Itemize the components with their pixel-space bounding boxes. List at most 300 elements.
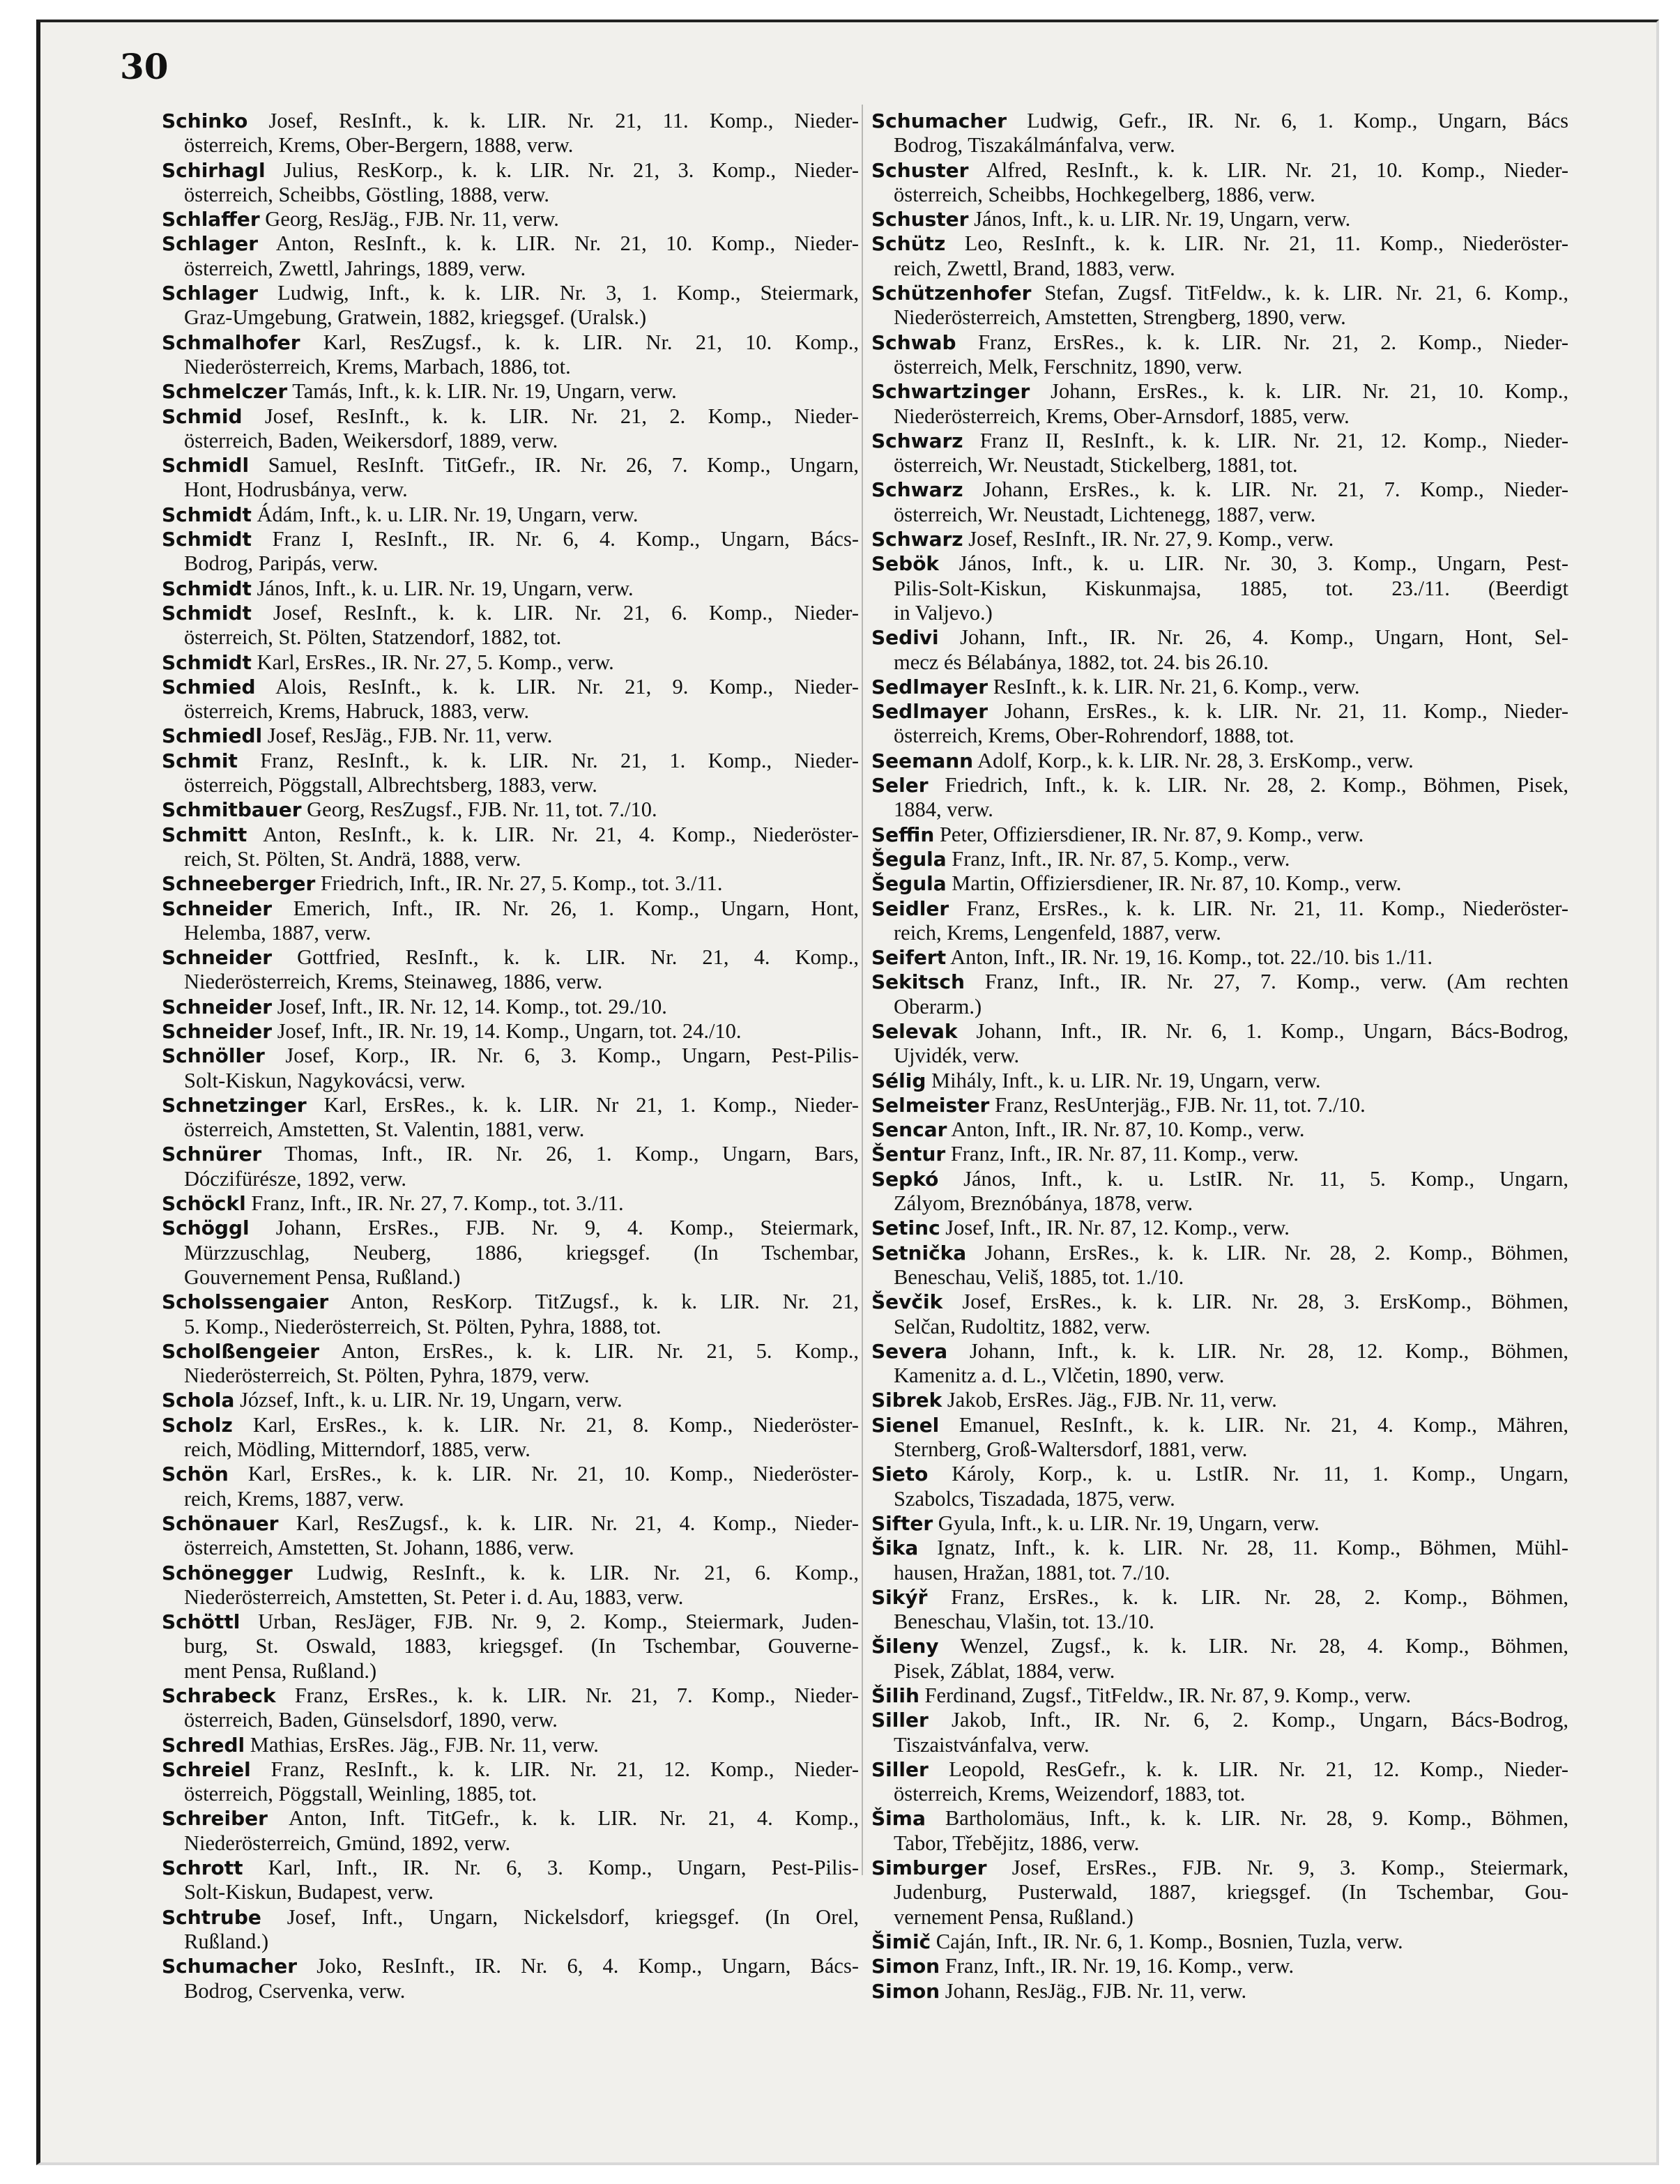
entry-line xyxy=(871,503,1568,527)
entry-text: österreich, Pöggstall, Weinling, 1885, tot. xyxy=(184,1782,537,1806)
entry-text: Samuel, ResInft. TitGefr., IR. Nr. 26, 7. Komp., Ungarn, xyxy=(268,453,859,478)
entry-surname: Sedlmayer xyxy=(871,700,988,724)
casualty-entry xyxy=(871,871,1568,896)
casualty-entry xyxy=(871,1216,1568,1240)
entry-line xyxy=(871,1339,1568,1364)
casualty-entry xyxy=(871,699,1568,749)
entry-text: österreich, Krems, Ober-Bergern, 1888, verw. xyxy=(184,133,574,158)
entry-surname: Schumacher xyxy=(871,109,1007,132)
casualty-entry xyxy=(871,1290,1568,1339)
entry-surname: Schwarz xyxy=(871,429,963,452)
entry-surname: Sebök xyxy=(871,552,940,576)
casualty-entry xyxy=(162,797,859,822)
entry-surname: Seler xyxy=(871,774,929,797)
entry-surname: Siller xyxy=(871,1709,929,1732)
entry-text: Szabolcs, Tiszadada, 1875, verw. xyxy=(894,1486,1175,1511)
casualty-entry xyxy=(162,823,859,872)
entry-text: Franz, ResUnterjäg., FJB. Nr. 11, tot. 7./10. xyxy=(995,1092,1366,1117)
entry-line xyxy=(871,1585,1568,1610)
casualty-entry xyxy=(162,675,859,724)
entry-text: Georg, ResZugsf., FJB. Nr. 11, tot. 7./10. xyxy=(307,797,657,822)
entry-surname: Schmalhofer xyxy=(162,330,300,354)
entry-line xyxy=(162,1388,859,1412)
entry-line xyxy=(162,995,859,1019)
entry-text: Franz, ErsRes., k. k. LIR. Nr. 21, 7. Komp., Nieder- xyxy=(294,1683,859,1707)
entry-line xyxy=(871,1659,1568,1683)
entry-line xyxy=(871,1093,1568,1117)
casualty-entry xyxy=(871,1930,1568,1954)
entry-surname: Schlager xyxy=(162,232,259,256)
entry-surname: Simon xyxy=(871,1955,940,1978)
entry-line xyxy=(162,675,859,699)
casualty-entry xyxy=(162,896,859,946)
entry-text: Franz I, ResInft., IR. Nr. 6, 4. Komp., Ungarn, Bács- xyxy=(272,527,859,551)
entry-line xyxy=(871,823,1568,847)
entry-surname: Schlaffer xyxy=(162,208,260,231)
entry-text: Bartholomäus, Inft., k. k. LIR. Nr. 28, 9. Komp., Böhmen, xyxy=(945,1806,1568,1831)
entry-text: Adolf, Korp., k. k. LIR. Nr. 28, 3. ErsKomp., verw. xyxy=(977,748,1414,772)
entry-line xyxy=(162,1610,859,1634)
entry-line xyxy=(871,1364,1568,1388)
entry-text: Ujvidék, verw. xyxy=(894,1044,1020,1068)
entry-line xyxy=(871,601,1568,625)
casualty-entry xyxy=(871,527,1568,551)
casualty-entry xyxy=(162,945,859,995)
entry-line xyxy=(871,1511,1568,1536)
entry-text: Leo, ResInft., k. k. LIR. Nr. 21, 11. Komp., Niederöster- xyxy=(964,231,1568,256)
entry-text: Johann, ResJäg., FJB. Nr. 11, verw. xyxy=(945,1978,1247,2003)
casualty-entry xyxy=(871,773,1568,823)
entry-line xyxy=(162,478,859,502)
entry-surname: Šegula xyxy=(871,847,947,871)
casualty-entry xyxy=(871,675,1568,699)
entry-surname: Schwarz xyxy=(871,478,963,502)
entry-text: János, Inft., k. u. LstIR. Nr. 11, 5. Komp., Ungarn, xyxy=(963,1166,1568,1191)
entry-line xyxy=(871,1757,1568,1782)
entry-surname: Schreiber xyxy=(162,1807,268,1831)
casualty-entry xyxy=(162,1216,859,1290)
entry-surname: Schöggl xyxy=(162,1216,250,1240)
entry-text: Niederösterreich, Amstetten, St. Peter i. d. Au, 1883, verw. xyxy=(184,1584,684,1609)
entry-surname: Schneider xyxy=(162,946,273,970)
casualty-entry xyxy=(162,453,859,503)
casualty-entry xyxy=(162,724,859,748)
entry-surname: Schmidl xyxy=(162,454,250,478)
entry-text: Josef, ResInft., k. k. LIR. Nr. 21, 2. Komp., Nieder- xyxy=(264,404,859,428)
entry-text: Ádám, Inft., k. u. LIR. Nr. 19, Ungarn, verw. xyxy=(257,502,639,526)
entry-line xyxy=(162,1069,859,1093)
entry-surname: Schöckl xyxy=(162,1192,246,1216)
casualty-entry xyxy=(871,109,1568,158)
entry-text: vernement Pensa, Rußland.) xyxy=(894,1904,1133,1929)
entry-text: Johann, ErsRes., k. k. LIR. Nr. 28, 2. Komp., Böhmen, xyxy=(984,1240,1568,1265)
casualty-entry xyxy=(871,158,1568,208)
entry-text: österreich, Baden, Günselsdorf, 1890, verw. xyxy=(184,1708,558,1732)
casualty-entry xyxy=(162,749,859,798)
entry-text: Franz, Inft., IR. Nr. 19, 16. Komp., verw. xyxy=(945,1954,1295,1978)
entry-line xyxy=(162,1806,859,1831)
entry-line xyxy=(871,1044,1568,1068)
entry-surname: Selevak xyxy=(871,1019,958,1043)
entry-line xyxy=(162,551,859,576)
entry-surname: Schmid xyxy=(162,404,243,428)
casualty-entry xyxy=(871,1954,1568,1978)
entry-surname: Schirhagl xyxy=(162,158,266,182)
entry-text: Johann, ErsRes., k. k. LIR. Nr. 21, 11. Komp., Nieder- xyxy=(1004,699,1568,724)
entry-surname: Schnöller xyxy=(162,1044,265,1068)
entry-text: Solt-Kiskun, Nagykovácsi, verw. xyxy=(184,1068,466,1092)
entry-text: Friedrich, Inft., IR. Nr. 27, 5. Komp., tot. 3./11. xyxy=(320,871,723,896)
entry-surname: Schneeberger xyxy=(162,872,316,896)
entry-surname: Sencar xyxy=(871,1118,947,1142)
entry-line xyxy=(162,823,859,847)
casualty-entry xyxy=(162,1191,859,1216)
entry-text: Ludwig, ResInft., k. k. LIR. Nr. 21, 6. Komp., xyxy=(316,1560,859,1584)
entry-line xyxy=(871,551,1568,576)
entry-text: österreich, Zwettl, Jahrings, 1889, verw. xyxy=(184,256,526,280)
entry-line xyxy=(162,601,859,625)
casualty-entry xyxy=(162,1093,859,1143)
entry-line xyxy=(162,970,859,994)
entry-line xyxy=(162,257,859,281)
entry-surname: Schtrube xyxy=(162,1905,261,1929)
entry-surname: Schmidt xyxy=(162,601,252,625)
entry-line xyxy=(162,1241,859,1265)
entry-line xyxy=(871,970,1568,994)
entry-text: Gottfried, ResInft., k. k. LIR. Nr. 21, 4. Komp., xyxy=(297,945,859,970)
casualty-entry xyxy=(871,1462,1568,1511)
entry-text: in Valjevo.) xyxy=(894,600,993,625)
entry-line xyxy=(162,1511,859,1536)
casualty-entry xyxy=(162,1462,859,1511)
entry-text: Mürzzuschlag, Neuberg, 1886, kriegsgef. (In Tschembar, xyxy=(184,1240,859,1265)
entry-line xyxy=(871,1708,1568,1732)
entry-line xyxy=(162,158,859,183)
entry-text: Gyula, Inft., k. u. LIR. Nr. 19, Ungarn, verw. xyxy=(938,1511,1320,1535)
entry-line xyxy=(162,1019,859,1044)
entry-line xyxy=(871,1069,1568,1093)
entry-line xyxy=(162,1315,859,1339)
entry-surname: Schmidt xyxy=(162,650,252,674)
entry-text: Anton, ResInft., k. k. LIR. Nr. 21, 10. Komp., Nieder- xyxy=(275,231,859,256)
entry-text: Bodrog, Paripás, verw. xyxy=(184,551,379,576)
entry-line xyxy=(871,429,1568,453)
entry-text: János, Inft., k. u. LIR. Nr. 19, Ungarn, verw. xyxy=(257,576,634,600)
entry-text: Rußland.) xyxy=(184,1929,269,1953)
entry-line xyxy=(162,330,859,355)
entry-surname: Sienel xyxy=(871,1413,940,1437)
casualty-entry xyxy=(162,1388,859,1412)
casualty-entry xyxy=(871,330,1568,380)
entry-line xyxy=(162,1634,859,1658)
entry-text: Emanuel, ResInft., k. k. LIR. Nr. 21, 4. Komp., Mähren, xyxy=(959,1412,1568,1437)
entry-text: österreich, Melk, Ferschnitz, 1890, verw. xyxy=(894,354,1243,379)
entry-surname: Sepkó xyxy=(871,1167,939,1191)
entry-line xyxy=(162,527,859,551)
entry-surname: Schneider xyxy=(162,1019,273,1043)
entry-text: Sternberg, Groß-Waltersdorf, 1881, verw. xyxy=(894,1437,1248,1462)
entry-text: Thomas, Inft., IR. Nr. 26, 1. Komp., Ungarn, Bars, xyxy=(284,1142,859,1166)
entry-line xyxy=(162,797,859,822)
entry-text: Jakob, ErsRes. Jäg., FJB. Nr. 11, verw. xyxy=(947,1388,1277,1412)
entry-text: Kamenitz a. d. L., Vlčetin, 1890, verw. xyxy=(894,1364,1225,1388)
entry-text: österreich, Scheibbs, Göstling, 1888, verw. xyxy=(184,182,550,206)
entry-line xyxy=(162,1585,859,1610)
casualty-entry xyxy=(871,207,1568,231)
entry-line xyxy=(871,749,1568,773)
casualty-entry xyxy=(162,1413,859,1463)
entry-line xyxy=(162,1142,859,1166)
entry-text: burg, St. Oswald, 1883, kriegsgef. (In Tschembar, Gouverne- xyxy=(184,1634,859,1658)
entry-line xyxy=(871,1487,1568,1511)
entry-text: Caján, Inft., IR. Nr. 6, 1. Komp., Bosnien, Tuzla, verw. xyxy=(936,1929,1403,1953)
entry-text: hausen, Hražan, 1881, tot. 7./10. xyxy=(894,1560,1170,1584)
entry-line xyxy=(871,699,1568,724)
entry-text: Anton, Inft., IR. Nr. 87, 10. Komp., verw. xyxy=(951,1117,1305,1142)
entry-line xyxy=(871,1191,1568,1216)
entry-line xyxy=(871,183,1568,207)
casualty-entry xyxy=(162,281,859,330)
casualty-entry xyxy=(162,109,859,158)
casualty-entry xyxy=(871,1806,1568,1856)
entry-line xyxy=(871,1265,1568,1290)
entry-text: Judenburg, Pusterwald, 1887, kriegsgef. (In Tschembar, Gou- xyxy=(894,1880,1568,1904)
entry-line xyxy=(162,379,859,404)
entry-text: Franz, ErsRes., k. k. LIR. Nr. 28, 2. Komp., Böhmen, xyxy=(951,1584,1568,1609)
casualty-entry xyxy=(871,847,1568,871)
entry-line xyxy=(871,207,1568,231)
entry-text: Josef, ResInft., k. k. LIR. Nr. 21, 11. Komp., Nieder- xyxy=(268,109,859,132)
entry-line xyxy=(871,231,1568,256)
entry-text: Anton, ErsRes., k. k. LIR. Nr. 21, 5. Komp., xyxy=(341,1338,859,1363)
entry-line xyxy=(871,1142,1568,1166)
entry-line xyxy=(871,1782,1568,1806)
entry-text: Mihály, Inft., k. u. LIR. Nr. 19, Ungarn, verw. xyxy=(931,1068,1321,1092)
entry-line xyxy=(871,1388,1568,1412)
entry-line xyxy=(162,281,859,305)
casualty-entry xyxy=(162,1290,859,1339)
entry-surname: Šilih xyxy=(871,1684,919,1707)
entry-line xyxy=(162,1364,859,1388)
entry-text: reich, Krems, 1887, verw. xyxy=(184,1486,404,1511)
casualty-entry xyxy=(871,896,1568,946)
entry-line xyxy=(871,1216,1568,1240)
entry-text: Tabor, Třebějitz, 1886, verw. xyxy=(894,1831,1140,1855)
entry-text: Karl, ResZugsf., k. k. LIR. Nr. 21, 10. Komp., xyxy=(323,330,859,354)
entry-line xyxy=(871,1634,1568,1658)
entry-text: Solt-Kiskun, Budapest, verw. xyxy=(184,1880,434,1904)
casualty-entry xyxy=(871,625,1568,675)
entry-line xyxy=(871,847,1568,871)
entry-text: Johann, Inft., k. k. LIR. Nr. 28, 12. Komp., Böhmen, xyxy=(969,1338,1568,1363)
entry-text: Franz, Inft., IR. Nr. 27, 7. Komp., tot. 3./11. xyxy=(251,1191,624,1216)
entry-line xyxy=(162,503,859,527)
entry-line xyxy=(162,847,859,871)
entry-surname: Seemann xyxy=(871,749,974,772)
entry-line xyxy=(162,650,859,675)
entry-line xyxy=(871,527,1568,551)
entry-surname: Šileny xyxy=(871,1635,939,1658)
entry-surname: Šima xyxy=(871,1807,926,1831)
entry-line xyxy=(162,207,859,231)
entry-line xyxy=(871,1290,1568,1314)
casualty-entry xyxy=(871,1093,1568,1117)
casualty-entry xyxy=(162,1806,859,1856)
entry-surname: Schöttl xyxy=(162,1610,240,1634)
entry-text: Pisek, Záblat, 1884, verw. xyxy=(894,1658,1115,1683)
entry-surname: Ševčik xyxy=(871,1290,943,1314)
entry-text: Niederösterreich, Krems, Ober-Arnsdorf, 1885, verw. xyxy=(894,404,1350,428)
entry-text: Wenzel, Zugsf., k. k. LIR. Nr. 28, 4. Komp., Böhmen, xyxy=(960,1634,1568,1658)
entry-text: Alois, ResInft., k. k. LIR. Nr. 21, 9. Komp., Nieder- xyxy=(275,674,859,698)
entry-text: Josef, ErsRes., FJB. Nr. 9, 3. Komp., Steiermark, xyxy=(1011,1856,1568,1880)
entry-line xyxy=(871,1930,1568,1954)
casualty-entry xyxy=(871,551,1568,625)
entry-surname: Schmitt xyxy=(162,823,247,846)
entry-surname: Severa xyxy=(871,1339,948,1363)
entry-text: österreich, St. Pölten, Statzendorf, 1882, tot. xyxy=(184,625,562,650)
entry-line xyxy=(162,404,859,429)
casualty-entry xyxy=(871,1117,1568,1142)
entry-line xyxy=(871,945,1568,970)
casualty-entry xyxy=(871,749,1568,773)
entry-text: Johann, ErsRes., k. k. LIR. Nr. 21, 7. Komp., Nieder- xyxy=(983,478,1568,502)
entry-line xyxy=(162,1265,859,1290)
entry-text: Bodrog, Tiszakálmánfalva, verw. xyxy=(894,133,1175,158)
entry-text: reich, St. Pölten, St. Andrä, 1888, verw. xyxy=(184,846,521,871)
entry-text: österreich, Amstetten, St. Valentin, 1881, verw. xyxy=(184,1117,585,1142)
entry-line xyxy=(871,1413,1568,1437)
casualty-entry xyxy=(871,945,1568,970)
entry-text: Zályom, Breznóbánya, 1878, verw. xyxy=(894,1191,1193,1216)
entry-line xyxy=(162,1930,859,1954)
entry-text: österreich, Wr. Neustadt, Stickelberg, 1881, tot. xyxy=(894,453,1298,478)
entry-line xyxy=(162,305,859,330)
entry-text: Johann, Inft., IR. Nr. 6, 1. Komp., Ungarn, Bács-Bodrog, xyxy=(976,1018,1568,1043)
casualty-entry xyxy=(871,1511,1568,1536)
entry-surname: Schmitbauer xyxy=(162,798,302,822)
entry-line xyxy=(162,871,859,896)
entry-line xyxy=(871,871,1568,896)
entry-line xyxy=(871,379,1568,404)
entry-line xyxy=(871,675,1568,699)
entry-surname: Schützenhofer xyxy=(871,282,1032,305)
entry-surname: Seifert xyxy=(871,946,947,970)
entry-line xyxy=(162,1782,859,1806)
entry-surname: Setinc xyxy=(871,1216,940,1240)
casualty-entry xyxy=(871,1167,1568,1216)
entry-text: József, Inft., k. u. LIR. Nr. 19, Ungarn, verw. xyxy=(240,1388,623,1412)
entry-line xyxy=(162,1536,859,1560)
entry-text: Johann, Inft., IR. Nr. 26, 4. Komp., Ungarn, Hont, Sel- xyxy=(960,625,1568,650)
entry-text: ment Pensa, Rußland.) xyxy=(184,1658,377,1683)
entry-text: Josef, ResInft., k. k. LIR. Nr. 21, 6. Komp., Nieder- xyxy=(273,600,859,625)
entry-text: Mathias, ErsRes. Jäg., FJB. Nr. 11, verw. xyxy=(250,1732,599,1757)
page-number: 30 xyxy=(120,46,169,87)
entry-surname: Simon xyxy=(871,1979,940,2003)
casualty-entry xyxy=(162,527,859,576)
entry-line xyxy=(871,1315,1568,1339)
entry-text: Franz, Inft., IR. Nr. 87, 5. Komp., verw. xyxy=(952,846,1290,871)
casualty-entry xyxy=(162,1019,859,1044)
entry-line xyxy=(162,625,859,650)
entry-line xyxy=(162,773,859,797)
entry-line xyxy=(871,478,1568,502)
entry-text: Anton, Inft., IR. Nr. 19, 16. Komp., tot. 22./10. bis 1./11. xyxy=(950,945,1433,970)
entry-line xyxy=(162,1290,859,1314)
entry-line xyxy=(162,1216,859,1240)
entry-line xyxy=(871,1806,1568,1831)
entry-surname: Schumacher xyxy=(162,1955,298,1978)
right-column xyxy=(871,109,1568,2003)
entry-text: Anton, Inft. TitGefr., k. k. LIR. Nr. 21, 4. Komp., xyxy=(289,1806,859,1831)
entry-text: Niederösterreich, St. Pölten, Pyhra, 1879, verw. xyxy=(184,1364,590,1388)
entry-line xyxy=(871,257,1568,281)
casualty-entry xyxy=(871,429,1568,478)
entry-line xyxy=(871,1536,1568,1560)
entry-line xyxy=(162,1659,859,1683)
entry-text: Johann, ErsRes., FJB. Nr. 9, 4. Komp., Steiermark, xyxy=(275,1216,859,1240)
entry-line xyxy=(162,1413,859,1437)
entry-text: Josef, Inft., Ungarn, Nickelsdorf, kriegsgef. (In Orel, xyxy=(287,1904,859,1929)
entry-line xyxy=(162,1561,859,1585)
entry-line xyxy=(871,133,1568,158)
entry-surname: Schola xyxy=(162,1389,235,1412)
entry-surname: Schön xyxy=(162,1463,229,1486)
casualty-entry xyxy=(871,1413,1568,1463)
entry-line xyxy=(871,1462,1568,1486)
entry-surname: Sibrek xyxy=(871,1389,942,1412)
entry-surname: Schuster xyxy=(871,208,969,231)
entry-text: Franz, ResInft., k. k. LIR. Nr. 21, 1. Komp., Nieder- xyxy=(260,748,859,772)
entry-text: mecz és Bélabánya, 1882, tot. 24. bis 26.10. xyxy=(894,650,1269,674)
entry-surname: Sélig xyxy=(871,1069,926,1092)
entry-line xyxy=(162,1339,859,1364)
entry-surname: Schwartzinger xyxy=(871,380,1030,404)
entry-surname: Selmeister xyxy=(871,1093,990,1117)
entry-text: österreich, Krems, Ober-Rohrendorf, 1888, tot. xyxy=(894,724,1295,748)
entry-line xyxy=(162,896,859,921)
entry-surname: Schnetzinger xyxy=(162,1093,307,1117)
casualty-entry xyxy=(871,1339,1568,1389)
entry-line xyxy=(162,109,859,133)
entry-text: Franz, ErsRes., k. k. LIR. Nr. 21, 2. Komp., Nieder- xyxy=(977,330,1568,354)
entry-surname: Schütz xyxy=(871,232,946,256)
entry-text: reich, Zwettl, Brand, 1883, verw. xyxy=(894,256,1175,280)
entry-line xyxy=(162,1093,859,1117)
entry-line xyxy=(871,305,1568,330)
entry-line xyxy=(162,1437,859,1462)
entry-line xyxy=(162,1905,859,1930)
entry-surname: Schwarz xyxy=(871,528,963,551)
casualty-entry xyxy=(871,379,1568,429)
entry-text: Stefan, Zugsf. TitFeldw., k. k. LIR. Nr. 21, 6. Komp., xyxy=(1044,281,1568,305)
entry-text: Friedrich, Inft., k. k. LIR. Nr. 28, 2. Komp., Böhmen, Pisek, xyxy=(945,773,1568,797)
entry-text: Josef, ErsRes., k. k. LIR. Nr. 28, 3. ErsKomp., Böhmen, xyxy=(962,1290,1568,1314)
entry-surname: Schredl xyxy=(162,1733,245,1757)
entry-text: Anton, ResKorp. TitZugsf., k. k. LIR. Nr. 21, xyxy=(350,1290,859,1314)
entry-text: österreich, Krems, Habruck, 1883, verw. xyxy=(184,699,530,724)
entry-text: Johann, ErsRes., k. k. LIR. Nr. 21, 10. Komp., xyxy=(1051,379,1568,404)
entry-text: Tiszaistvánfalva, verw. xyxy=(894,1732,1090,1757)
entry-line xyxy=(162,1683,859,1708)
casualty-entry xyxy=(162,330,859,380)
entry-text: Anton, ResInft., k. k. LIR. Nr. 21, 4. Komp., Niederöster- xyxy=(263,822,859,846)
entry-text: österreich, Scheibbs, Hochkegelberg, 1886, verw. xyxy=(894,182,1315,206)
entry-surname: Schmiedl xyxy=(162,724,263,748)
entry-text: Josef, Korp., IR. Nr. 6, 3. Komp., Ungarn, Pest-Pilis- xyxy=(285,1044,859,1068)
entry-line xyxy=(162,1191,859,1216)
